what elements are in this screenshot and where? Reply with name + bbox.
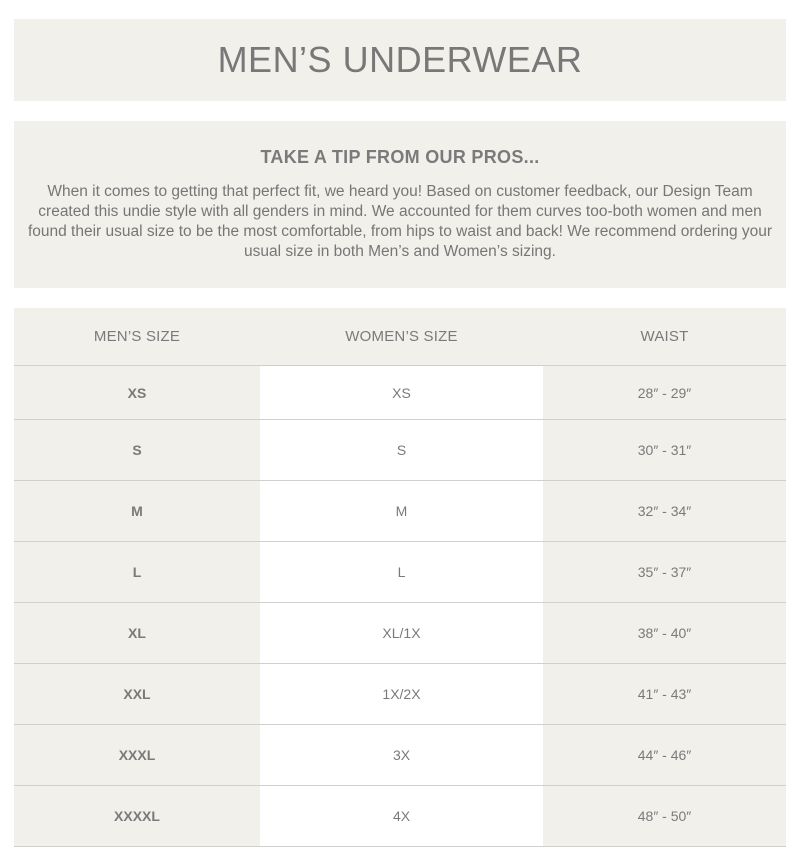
tip-body: When it comes to getting that perfect fit, we heard you! Based on customer feedback, our Design Team created this undie style with all genders in mind. We accounted for them curves too-both women and men found their usual size to be the most comfortable, from hips to waist and back! We recommend ordering your usual size in both Men’s and Women’s sizing. [27, 183, 773, 260]
header-waist: WAIST [543, 308, 786, 366]
table-row [14, 603, 786, 664]
waist-cell: 35″ - 37″ [543, 542, 786, 603]
page-title: MEN’S UNDERWEAR [217, 39, 583, 80]
womens-size-cell: M [260, 481, 543, 542]
mens-size-cell: L [14, 542, 260, 603]
header-mens-size: MEN’S SIZE [14, 308, 260, 366]
header-womens-size: WOMEN’S SIZE [260, 308, 543, 366]
table-row [14, 725, 786, 786]
table-row [14, 786, 786, 847]
size-chart-table [14, 308, 786, 847]
womens-size-cell: XL/1X [260, 603, 543, 664]
womens-size-cell: 1X/2X [260, 664, 543, 725]
table-row [14, 366, 786, 420]
womens-size-cell: S [260, 420, 543, 481]
waist-cell: 44″ - 46″ [543, 725, 786, 786]
mens-size-cell: XXL [14, 664, 260, 725]
tip-panel [14, 121, 786, 288]
womens-size-cell: XS [260, 366, 543, 420]
womens-size-cell: 4X [260, 786, 543, 847]
table-row [14, 481, 786, 542]
womens-size-cell: L [260, 542, 543, 603]
waist-cell: 38″ - 40″ [543, 603, 786, 664]
table-header-row [14, 308, 786, 366]
title-banner [14, 19, 786, 101]
waist-cell: 41″ - 43″ [543, 664, 786, 725]
mens-size-cell: S [14, 420, 260, 481]
mens-size-cell: XL [14, 603, 260, 664]
table-row [14, 542, 786, 603]
table-row [14, 664, 786, 725]
waist-cell: 30″ - 31″ [543, 420, 786, 481]
mens-size-cell: XXXL [14, 725, 260, 786]
tip-heading: TAKE A TIP FROM OUR PROS... [260, 147, 540, 167]
mens-size-cell: XS [14, 366, 260, 420]
womens-size-cell: 3X [260, 725, 543, 786]
waist-cell: 48″ - 50″ [543, 786, 786, 847]
table-row [14, 420, 786, 481]
waist-cell: 32″ - 34″ [543, 481, 786, 542]
waist-cell: 28″ - 29″ [543, 366, 786, 420]
mens-size-cell: M [14, 481, 260, 542]
mens-size-cell: XXXXL [14, 786, 260, 847]
